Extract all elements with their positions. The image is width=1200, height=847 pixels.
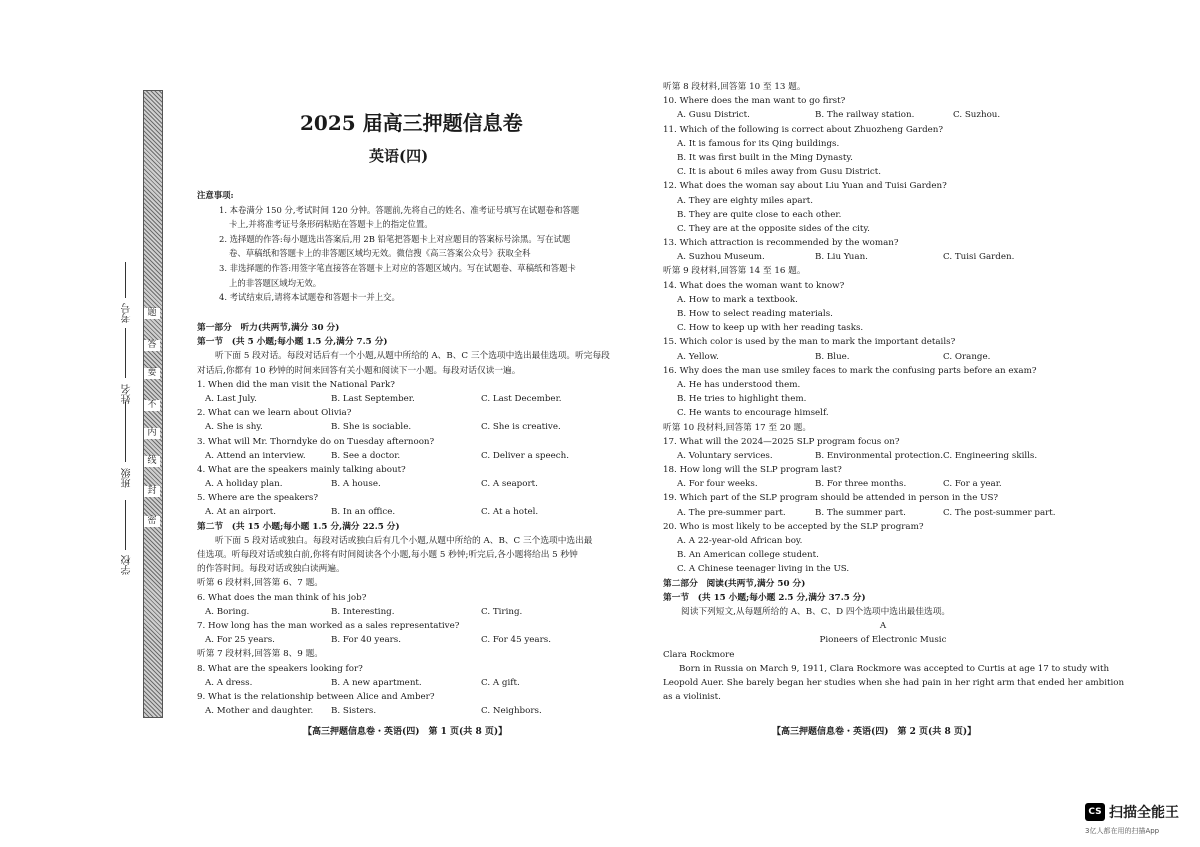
instruction-line: 佳选项。听每段对话或独白前,你将有时间阅读各个小题,每小题 5 秒钟;听完后,各小题将给出 5 秒钟 [197, 550, 578, 560]
instruction-line: 听下面 5 段对话。每段对话后有一个小题,从题中所给的 A、B、C 三个选项中选出最佳选项。听完每段 [215, 351, 610, 362]
option-c: C. The post-summer part. [943, 507, 1056, 518]
options-row [197, 633, 617, 647]
option-b: B. For 40 years. [331, 635, 402, 646]
page2-content [663, 80, 1125, 704]
option-a: A. For 25 years. [205, 635, 275, 646]
options-row [663, 250, 1103, 264]
option-b: B. He tries to highlight them. [677, 394, 807, 405]
scanner-logo [1085, 801, 1179, 822]
option-b: B. In an office. [331, 507, 396, 518]
part-heading: 第二部分 阅读(共两节,满分 50 分) [663, 578, 806, 589]
notice-line: 上的非答题区域均无效。 [229, 277, 322, 288]
option-a: A. They are eighty miles apart. [677, 195, 813, 206]
option-c: C. Suzhou. [953, 110, 1001, 121]
question: 2. What can we learn about Olivia? [197, 408, 352, 419]
options-row [663, 506, 1103, 520]
option-a: A. A 22-year-old African boy. [677, 536, 803, 546]
option-a: A. For four weeks. [677, 479, 758, 490]
section-heading: 第一节 (共 5 小题;每小题 1.5 分,满分 7.5 分) [197, 337, 388, 348]
binding-char: 内 [144, 428, 160, 439]
binding-char: 要 [144, 368, 160, 379]
options-row [197, 420, 617, 434]
question: 18. How long will the SLP program last? [663, 465, 842, 476]
passage-title: Pioneers of Electronic Music [819, 635, 947, 646]
instruction-line: 听下面 5 段对话或独白。每段对话或独白后有几个小题,从题中所给的 A、B、C 三个选项中选出最 [215, 535, 593, 546]
name-field-label: 姓名 [122, 384, 133, 404]
class-field-line [125, 402, 126, 462]
notice-block [197, 188, 617, 305]
option-c: C. A seaport. [481, 479, 538, 490]
option-c: C. Neighbors. [481, 706, 542, 717]
option-c: C. Engineering skills. [943, 450, 1038, 461]
question: 11. Which of the following is correct about Zhuozheng Garden? [663, 124, 944, 135]
question: 13. Which attraction is recommended by the woman? [663, 238, 899, 249]
option-b: B. They are quite close to each other. [677, 209, 842, 220]
option-c: C. For a year. [943, 479, 1002, 490]
passage-line: Born in Russia on March 9, 1911, Clara Rockmore was accepted to Curtis at age 17 to study with [679, 663, 1110, 674]
question: 17. What will the 2024—2025 SLP program focus on? [663, 436, 900, 447]
question: 4. What are the speakers mainly talking about? [197, 464, 406, 475]
instruction-line: 阅读下列短文,从每题所给的 A、B、C、D 四个选项中选出最佳选项。 [681, 606, 951, 617]
option-b: B. Sisters. [331, 706, 377, 717]
option-b: B. See a doctor. [331, 450, 401, 461]
page1-footer: 【高三押题信息卷・英语(四) 第 1 页(共 8 页)】 [303, 727, 508, 737]
question: 5. Where are the speakers? [197, 493, 319, 504]
option-b: B. Interesting. [331, 606, 395, 617]
notice-heading: 注意事项: [197, 190, 234, 200]
option-a: A. A holiday plan. [205, 479, 283, 490]
option-a: A. Mother and daughter. [205, 706, 314, 717]
options-row [197, 704, 617, 718]
material-note: 听第 10 段材料,回答第 17 至 20 题。 [663, 422, 812, 433]
option-a: A. Last July. [205, 393, 257, 404]
option-c: C. It is about 6 miles away from Gusu District. [677, 167, 881, 178]
option-b: B. The summer part. [815, 507, 906, 518]
question: 7. How long has the man worked as a sales representative? [197, 620, 460, 631]
option-b: B. It was first built in the Ming Dynasty. [677, 152, 853, 163]
material-note: 听第 7 段材料,回答第 8、9 题。 [197, 649, 323, 660]
option-a: A. Voluntary services. [677, 450, 773, 461]
passage-line: as a violinist. [663, 692, 721, 703]
option-b: B. An American college student. [677, 550, 819, 561]
option-c: C. Last December. [481, 393, 562, 404]
part-heading: 第一部分 听力(共两节,满分 30 分) [197, 323, 340, 333]
binding-char: 密 [144, 516, 160, 527]
notice-line: 3. 非选择题的作答:用签字笔直接答在答题卡上对应的答题区域内。写在试题卷、草稿纸和答题卡 [219, 262, 576, 273]
options-row [197, 449, 617, 463]
material-note: 听第 9 段材料,回答第 14 至 16 题。 [663, 266, 806, 277]
instruction-line: 的作答时间。每段对话或独白读两遍。 [197, 564, 345, 575]
question: 8. What are the speakers looking for? [197, 663, 363, 674]
scanner-app-name: 扫描全能王 [1109, 804, 1179, 821]
option-a: A. A dress. [205, 677, 253, 688]
option-b: B. Last September. [331, 393, 415, 404]
binding-char: 封 [144, 486, 160, 497]
school-field-label: 学校 [122, 555, 133, 575]
option-c: C. She is creative. [481, 422, 561, 433]
question: 12. What does the woman say about Liu Yuan and Tuisi Garden? [663, 181, 947, 192]
option-b: B. Blue. [815, 351, 850, 362]
exam-no-field-line [125, 262, 126, 298]
question: 20. Who is most likely to be accepted by the SLP program? [663, 521, 924, 532]
options-row [197, 605, 617, 619]
binding-char: 题 [144, 308, 160, 319]
question: 1. When did the man visit the National Park? [197, 379, 395, 390]
option-b: B. How to select reading materials. [677, 309, 833, 319]
exam-subtitle: 英语(四) [369, 147, 429, 165]
option-c: C. Deliver a speech. [481, 450, 569, 461]
page2-footer: 【高三押题信息卷・英语(四) 第 2 页(共 8 页)】 [772, 727, 977, 737]
cs-logo-icon: CS [1085, 803, 1105, 821]
option-a: A. He has understood them. [677, 379, 801, 390]
option-a: A. She is shy. [205, 422, 263, 433]
binding-char: 不 [144, 400, 160, 411]
class-field-label: 班级 [122, 468, 133, 488]
option-b: B. A new apartment. [331, 677, 422, 688]
passage-letter: A [879, 621, 887, 632]
notice-line: 2. 选择题的作答:每小题选出答案后,用 2B 铅笔把答题卡上对应题目的答案标号涂黑。写在试题 [219, 233, 571, 244]
option-c: C. He wants to encourage himself. [677, 408, 829, 419]
option-a: A. Attend an interview. [205, 450, 306, 461]
page1-listening [197, 321, 617, 718]
option-a: A. Boring. [205, 606, 250, 617]
material-note: 听第 8 段材料,回答第 10 至 13 题。 [663, 82, 806, 92]
school-field-line [125, 500, 126, 550]
option-c: C. Tiring. [481, 606, 523, 617]
binding-char: 答 [144, 340, 160, 351]
question: 15. Which color is used by the man to mark the important details? [663, 337, 956, 348]
name-field-line [125, 328, 126, 378]
notice-line: 1. 本卷满分 150 分,考试时间 120 分钟。答题前,先将自己的姓名、准考证号填写在试题卷和答题 [219, 204, 580, 215]
options-row [663, 350, 1103, 364]
exam-title: 2025 届高三押题信息卷 [300, 111, 523, 135]
options-row [197, 477, 617, 491]
notice-line: 4. 考试结束后,请将本试题卷和答题卡一并上交。 [219, 292, 400, 303]
option-c: C. For 45 years. [481, 635, 551, 646]
question: 16. Why does the man use smiley faces to mark the confusing parts before an exam? [663, 365, 1037, 376]
option-b: B. Liu Yuan. [815, 252, 868, 263]
material-note: 听第 6 段材料,回答第 6、7 题。 [197, 578, 323, 589]
notice-line: 卷、草稿纸和答题卡上的非答题区域均无效。微信搜《高三答案公众号》获取全科 [229, 248, 531, 259]
option-a: A. The pre-summer part. [677, 507, 786, 518]
option-a: A. How to mark a textbook. [677, 294, 798, 305]
exam-no-field-label: 考号 [122, 303, 133, 323]
option-c: C. A gift. [481, 677, 520, 688]
option-c: C. A Chinese teenager living in the US. [677, 564, 850, 575]
option-c: C. How to keep up with her reading tasks. [677, 323, 864, 334]
options-row [663, 449, 1103, 463]
options-row [663, 108, 1103, 122]
options-row [197, 505, 617, 519]
notice-line: 卡上,并将准考证号条形码粘贴在答题卡上的指定位置。 [229, 219, 433, 230]
question: 19. Which part of the SLP program should be attended in person in the US? [663, 493, 999, 504]
option-b: B. A house. [331, 479, 381, 490]
section-heading: 第一节 (共 15 小题;每小题 2.5 分,满分 37.5 分) [663, 592, 866, 603]
question: 14. What does the woman want to know? [663, 280, 845, 291]
binding-char: 线 [144, 456, 160, 467]
options-row [663, 477, 1103, 491]
options-row [197, 676, 617, 690]
option-a: A. Suzhou Museum. [677, 252, 765, 263]
option-a: A. It is famous for its Qing buildings. [677, 138, 840, 149]
instruction-line: 对话后,你都有 10 秒钟的时间来回答有关小题和阅读下一小题。每段对话仅读一遍。 [197, 365, 521, 376]
option-b: B. Environmental protection. [815, 450, 943, 461]
option-b: B. The railway station. [815, 110, 915, 121]
option-a: A. Gusu District. [677, 110, 750, 121]
option-c: C. At a hotel. [481, 507, 539, 518]
question: 10. Where does the man want to go first? [663, 96, 846, 107]
options-row [197, 392, 617, 406]
passage-line: Leopold Auer. She barely began her studies when she had pain in her right arm that ended her ambition [663, 677, 1125, 688]
section-heading: 第二节 (共 15 小题;每小题 1.5 分,满分 22.5 分) [197, 521, 400, 532]
option-c: C. Orange. [943, 351, 991, 362]
option-a: A. At an airport. [205, 507, 277, 518]
option-a: A. Yellow. [677, 351, 719, 362]
question: 6. What does the man think of his job? [197, 592, 367, 603]
question: 3. What will Mr. Thorndyke do on Tuesday afternoon? [197, 436, 435, 447]
option-c: C. They are at the opposite sides of the city. [677, 223, 870, 234]
option-b: B. For three months. [815, 479, 907, 490]
option-b: B. She is sociable. [331, 422, 412, 433]
scanner-tagline: 3亿人都在用的扫描App [1085, 827, 1160, 835]
passage-subheading: Clara Rockmore [663, 649, 735, 660]
option-c: C. Tuisi Garden. [943, 252, 1015, 263]
question: 9. What is the relationship between Alice and Amber? [197, 691, 435, 702]
